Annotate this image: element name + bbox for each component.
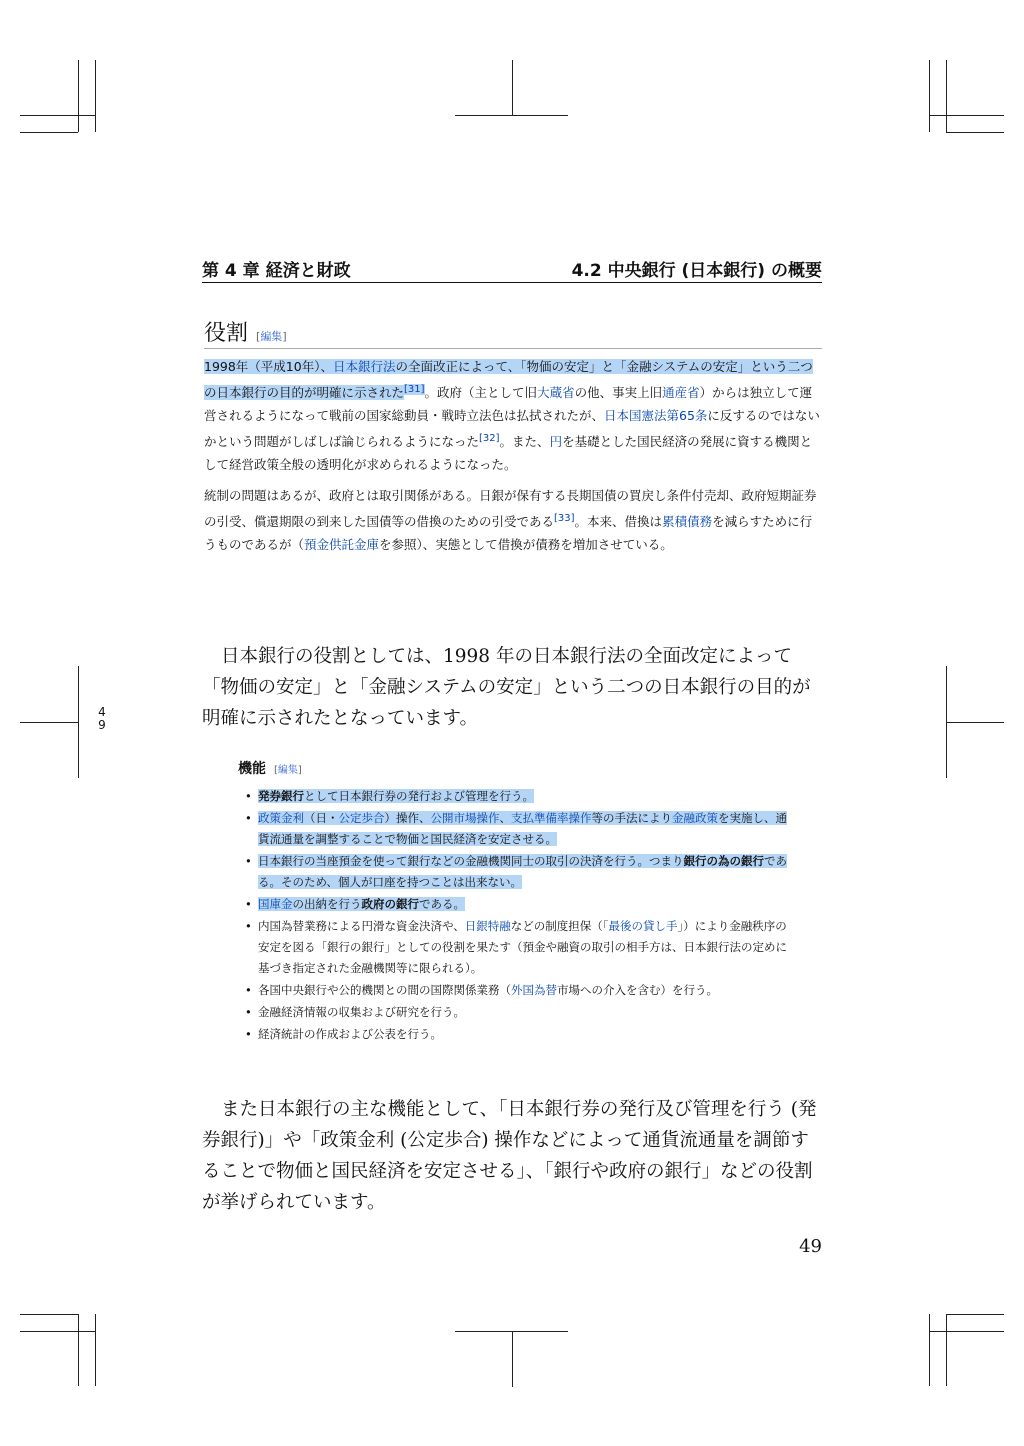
link-open-market-operation[interactable]: 公開市場操作: [430, 811, 500, 825]
list-item: [258, 894, 790, 915]
text: 内国為替業務による円滑な資金決済や、: [258, 919, 465, 933]
link-treasury-funds[interactable]: 国庫金: [258, 897, 293, 911]
text: 。本来、借換は: [574, 514, 663, 530]
list-item: • 経済統計の作成および公表を行う。: [258, 1024, 790, 1045]
link-constitution-art65[interactable]: 日本国憲法第65条: [604, 408, 708, 424]
edit-link[interactable]: 編集: [260, 330, 283, 343]
bold-term: 発券銀行: [258, 789, 304, 803]
link-miti[interactable]: 通産省: [662, 385, 700, 401]
wiki-subheading-text: 機能: [238, 761, 266, 777]
text: などの制度担保（「: [510, 919, 609, 933]
text: として日本銀行券の発行および管理を行う。: [304, 789, 534, 803]
list-item: [258, 980, 790, 1001]
link-accumulated-debt[interactable]: 累積債務: [662, 514, 713, 530]
chapter-title: 第 4 章 経済と財政: [202, 261, 351, 281]
text: 日本銀行の当座預金を使って銀行などの金融機関同士の取引の決済を行う。つまり: [258, 854, 684, 868]
wiki-heading-text: 役割: [204, 321, 249, 346]
reference-31[interactable]: [31]: [404, 384, 425, 395]
text: 等の手法により: [591, 811, 672, 825]
wiki-screenshot-role: [204, 316, 822, 556]
link-yen[interactable]: 円: [549, 434, 563, 450]
wiki-paragraph-1: [204, 355, 822, 476]
bold-term: 銀行の為の銀行: [683, 854, 764, 868]
reference-32[interactable]: [32]: [479, 433, 500, 445]
highlight-text: 1998年（平成10年）、: [204, 359, 333, 374]
link-bank-of-japan-act[interactable]: 日本銀行法: [332, 359, 396, 374]
text: である。そのため、個人が口座を持つことは出来ない。: [258, 854, 787, 889]
body-paragraph-2: また日本銀行の主な機能として、「日本銀行券の発行及び管理を行う (発券銀行)」や「政策金利 (公定歩合) 操作などによって通貨流通量を調節することで物価と国民経済を安定させる」、「銀行や政府の銀行」などの役割が挙げられています。: [202, 1099, 817, 1213]
text: の他、事実上旧: [574, 385, 663, 401]
text: 。また、: [499, 434, 550, 450]
text: を参照）、実態として借換が債務を増加させている。: [379, 537, 673, 553]
side-page-digit-top: 4: [98, 705, 106, 719]
edit-link-wrapper: [256, 330, 287, 343]
section-title: 4.2 中央銀行 (日本銀行) の概要: [571, 261, 822, 281]
text: を基礎とした国民経済の発展に資する機関として経営政策全般の透明化が求められるようになった。: [204, 434, 813, 473]
link-foreign-exchange[interactable]: 外国為替: [511, 983, 557, 997]
side-page-number: [96, 706, 108, 732]
function-list: [238, 786, 790, 1045]
reference-33[interactable]: [33]: [554, 513, 575, 525]
edit-bracket-close: ]: [282, 330, 287, 343]
edit-link-wrapper: [274, 765, 302, 776]
link-deposit-trust[interactable]: 預金供託金庫: [304, 537, 380, 553]
list-item: [258, 808, 790, 850]
text: の出納を行う: [292, 897, 362, 911]
text: に反するのではないかという問題がしばしば論じられるようになった: [204, 408, 820, 450]
list-item: [258, 851, 790, 893]
text: を減らすために行うものであるが（: [204, 514, 813, 553]
text: 。政府（主として旧: [424, 385, 538, 401]
wiki-section-heading: [204, 316, 822, 349]
link-monetary-policy[interactable]: 金融政策: [672, 811, 718, 825]
running-header: [202, 256, 822, 283]
link-lender-of-last-resort[interactable]: 最後の貸し手: [608, 919, 678, 933]
link-mof[interactable]: 大蔵省: [537, 385, 575, 401]
edit-link[interactable]: 編集: [277, 765, 298, 776]
list-item: [258, 916, 790, 979]
list-item: [258, 786, 790, 807]
side-page-digit-bottom: 9: [98, 718, 106, 732]
text: （日・: [304, 811, 339, 825]
text: 市場への介入を含む）を行う。: [557, 983, 718, 997]
text: ）からは独立して運営されるようになって戦前の国家総動員・戦時立法色は払拭されたが、: [204, 385, 813, 424]
wiki-screenshot-function: [238, 758, 790, 1046]
link-official-discount-rate[interactable]: 公定歩合: [338, 811, 385, 825]
wiki-subsection-heading: [238, 758, 790, 782]
bold-term: 政府の銀行: [361, 897, 419, 911]
edit-bracket-close: ]: [297, 765, 302, 776]
text: 統制の問題はあるが、政府とは取引関係がある。日銀が保有する長期国債の買戻し条件付売却、政府短期証券の引受、償還期限の到来した国債等の借換のための引受である: [204, 488, 817, 530]
page-number: 49: [799, 1236, 822, 1257]
body-paragraph-1: 日本銀行の役割としては、1998 年の日本銀行法の全面改定によって「物価の安定」と「金融システムの安定」という二つの日本銀行の目的が明確に示されたとなっています。: [202, 646, 811, 729]
link-policy-rate[interactable]: 政策金利: [258, 811, 304, 825]
link-boj-special-loan[interactable]: 日銀特融: [464, 919, 511, 933]
link-reserve-requirement[interactable]: 支払準備率操作: [511, 811, 592, 825]
text: を実施し、通貨流通量を調整することで物価と国民経済を安定させる。: [258, 811, 787, 846]
highlight-text: の全面改正によって、「物価の安定」と「金融システムの安定」という二つの日本銀行の目的が明確に示された: [204, 359, 813, 401]
edit-bracket-open: [: [256, 330, 261, 343]
edit-bracket-open: [: [274, 765, 278, 776]
wiki-paragraph-2: [204, 484, 822, 556]
text: ）操作、: [384, 811, 431, 825]
text: 」）により金融秩序の安定を図る「銀行の銀行」としての役割を果たす（預金や融資の取引の相手方は、日本銀行法の定めに基づき指定された金融機関等に限られる）。: [258, 919, 787, 975]
text: 各国中央銀行や公的機関との間の国際関係業務（: [258, 983, 511, 997]
list-item: • 金融経済情報の収集および研究を行う。: [258, 1002, 790, 1023]
text: 、: [499, 811, 511, 825]
text: である。: [419, 897, 465, 911]
